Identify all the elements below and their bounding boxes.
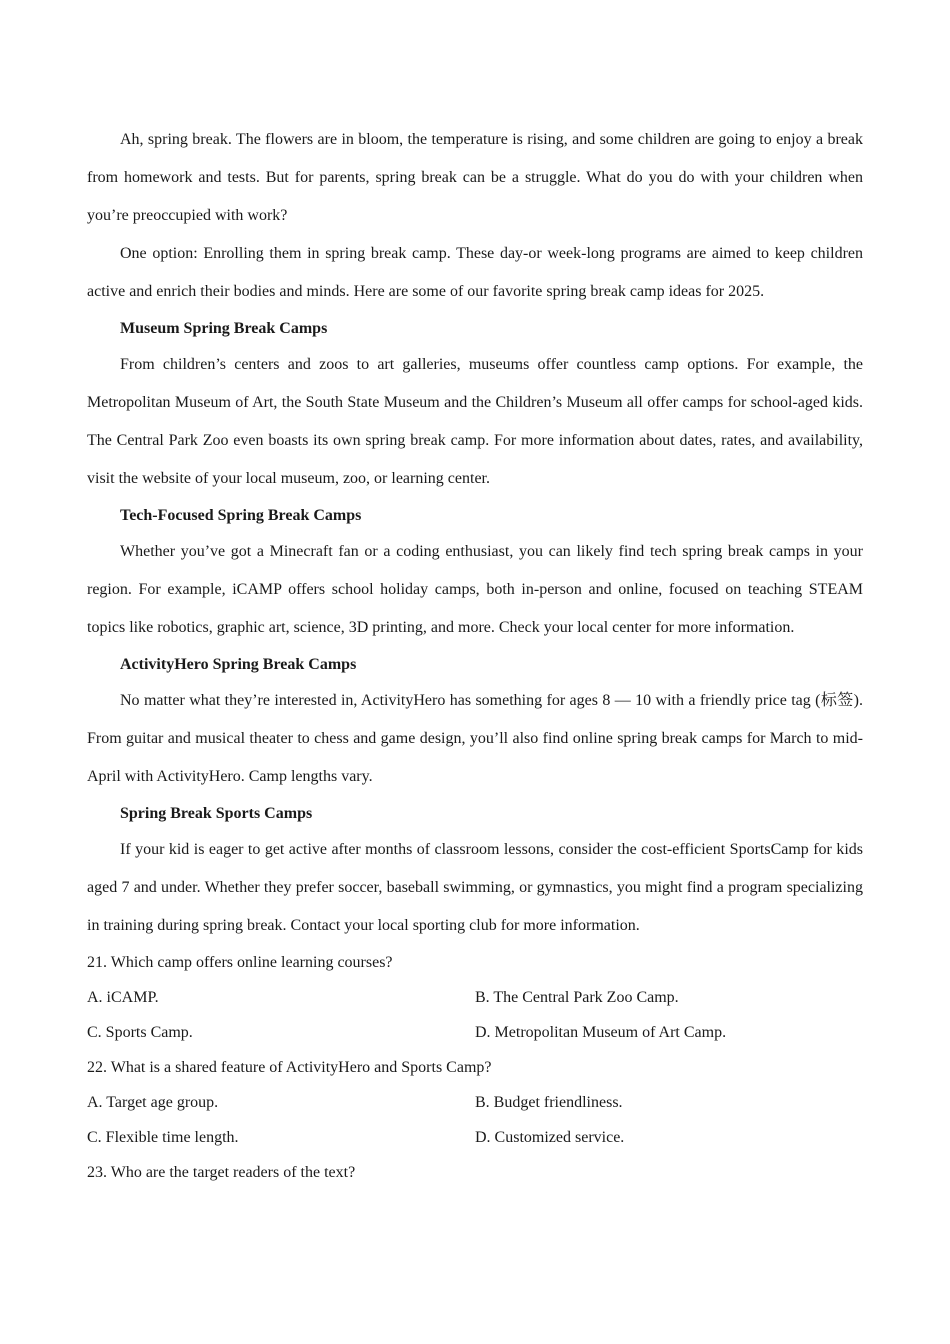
intro-paragraph-2: One option: Enrolling them in spring break camp. These day-or week-long programs are aimed to keep children active and enrich their bodies and minds. Here are some of our favorite spring break camp ideas for 2025. (87, 245, 863, 300)
question-21-options (87, 980, 863, 1050)
document-page (87, 121, 863, 1190)
option-21-d: D. Metropolitan Museum of Art Camp. (475, 1024, 727, 1041)
intro-paragraph-1: Ah, spring break. The flowers are in bloom, the temperature is rising, and some children are going to enjoy a break from homework and tests. But for parents, spring break can be a struggle. What do you do with your children when you’re preoccupied with work? (87, 131, 863, 224)
question-21: 21. Which camp offers online learning courses? (87, 954, 393, 971)
option-21-b: B. The Central Park Zoo Camp. (475, 989, 679, 1006)
option-22-a: A. Target age group. (87, 1094, 219, 1111)
section-heading-museum: Museum Spring Break Camps (120, 320, 328, 337)
option-21-a: A. iCAMP. (87, 989, 159, 1006)
option-22-b: B. Budget friendliness. (475, 1094, 623, 1111)
question-23: 23. Who are the target readers of the text? (87, 1164, 356, 1181)
option-22-d: D. Customized service. (475, 1129, 625, 1146)
section-text-tech: Whether you’ve got a Minecraft fan or a coding enthusiast, you can likely find tech spring break camps in your region. For example, iCAMP offers school holiday camps, both in-person and online, focused on teaching STEAM topics like robotics, graphic art, science, 3D printing, and more. Check your local center for more information. (87, 543, 863, 636)
section-text-activityhero: No matter what they’re interested in, ActivityHero has something for ages 8 — 10 with a friendly price tag (标签). From guitar and musical theater to chess and game design, you’ll also find online spring break camps for March to mid-April with ActivityHero. Camp lengths vary. (87, 692, 863, 785)
section-heading-sports: Spring Break Sports Camps (120, 805, 313, 822)
section-text-sports: If your kid is eager to get active after months of classroom lessons, consider the cost-efficient SportsCamp for kids aged 7 and under. Whether they prefer soccer, baseball swimming, or gymnastics, you might find a program specializing in training during spring break. Contact your local sporting club for more information. (87, 841, 863, 934)
section-heading-activityhero: ActivityHero Spring Break Camps (120, 656, 357, 673)
option-22-c: C. Flexible time length. (87, 1129, 239, 1146)
section-text-museum: From children’s centers and zoos to art galleries, museums offer countless camp options. For example, the Metropolitan Museum of Art, the South State Museum and the Children’s Museum all offer camps for school-aged kids. The Central Park Zoo even boasts its own spring break camp. For more information about dates, rates, and availability, visit the website of your local museum, zoo, or learning center. (87, 356, 863, 487)
option-21-c: C. Sports Camp. (87, 1024, 193, 1041)
question-22-options (87, 1085, 863, 1155)
section-heading-tech: Tech-Focused Spring Break Camps (120, 507, 362, 524)
question-22: 22. What is a shared feature of ActivityHero and Sports Camp? (87, 1059, 492, 1076)
